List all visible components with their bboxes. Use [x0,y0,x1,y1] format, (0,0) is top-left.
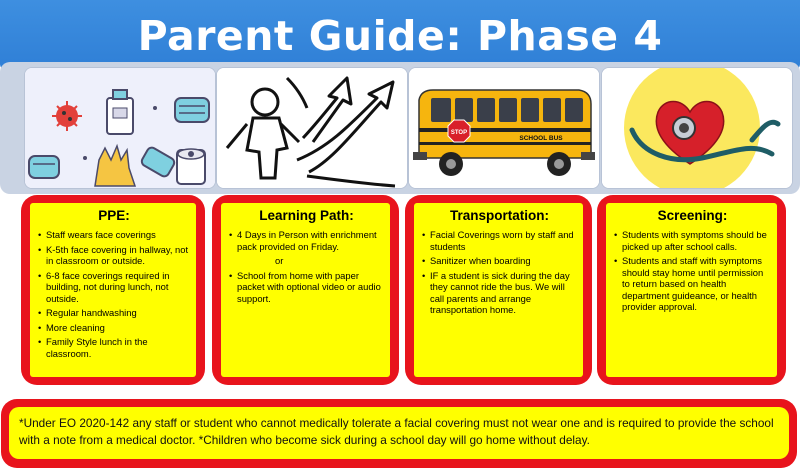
card-ppe [21,195,205,385]
stop-sign-icon [448,120,470,142]
list-item: • Students with symptoms should be picked up after school calls. [614,229,771,252]
card-learning-path [212,195,399,385]
list-item: • More cleaning [38,322,190,334]
card-list [229,229,384,304]
svg-text:STOP: STOP [450,130,468,136]
school-bus-illustration [408,67,600,189]
title-banner [0,0,800,70]
card-title: Transportation: [449,208,549,223]
list-item: • 4 Days in Person with enrichment pack provided on Friday. [229,229,384,252]
list-item: • Facial Coverings worn by staff and students [422,229,577,252]
list-item: • 6-8 face coverings required in building, not during lunch, not outside. [38,270,190,305]
footer-note: *Under EO 2020-142 any staff or student who cannot medically tolerate a facial covering must not wear one and is required to provide the school with a note from a medical doctor. *Children who become sick during a school day will go home without delay. [9,407,789,459]
list-item: • Regular handwashing [38,307,190,319]
list-item: • Family Style lunch in the classroom. [38,336,190,359]
footer-note-box [1,399,797,468]
card-list [422,229,577,316]
card-title: PPE: [98,208,130,223]
ppe-illustration [24,67,216,189]
list-item: • School from home with paper packet with optional video or audio support. [229,270,384,305]
list-item: • Staff wears face coverings [38,229,190,241]
list-item: • K-5th face covering in hallway, not in classroom or outside. [38,244,190,267]
toilet-paper-icon [177,149,205,184]
card-title: Learning Path: [259,208,354,223]
card-transportation [405,195,592,385]
list-item-or: or [275,255,284,266]
page-title: Parent Guide: Phase 4 [137,12,663,60]
list-item: • Sanitizer when boarding [422,255,577,267]
card-title: Screening: [657,208,728,223]
list-item: • IF a student is sick during the day they cannot ride the bus. We will call parents and arrange transportation home. [422,270,577,316]
svg-text:SCHOOL BUS: SCHOOL BUS [519,135,563,142]
stethoscope-heart-illustration [601,67,793,189]
card-list [38,229,190,359]
card-screening [597,195,786,385]
card-list [614,229,771,313]
face-mask-icon [175,98,209,122]
list-item: • Students and staff with symptoms should stay home until permission to return based on health department guideance, or health provider approval. [614,255,771,313]
crossroads-illustration [216,67,408,189]
face-mask-icon [29,156,59,178]
